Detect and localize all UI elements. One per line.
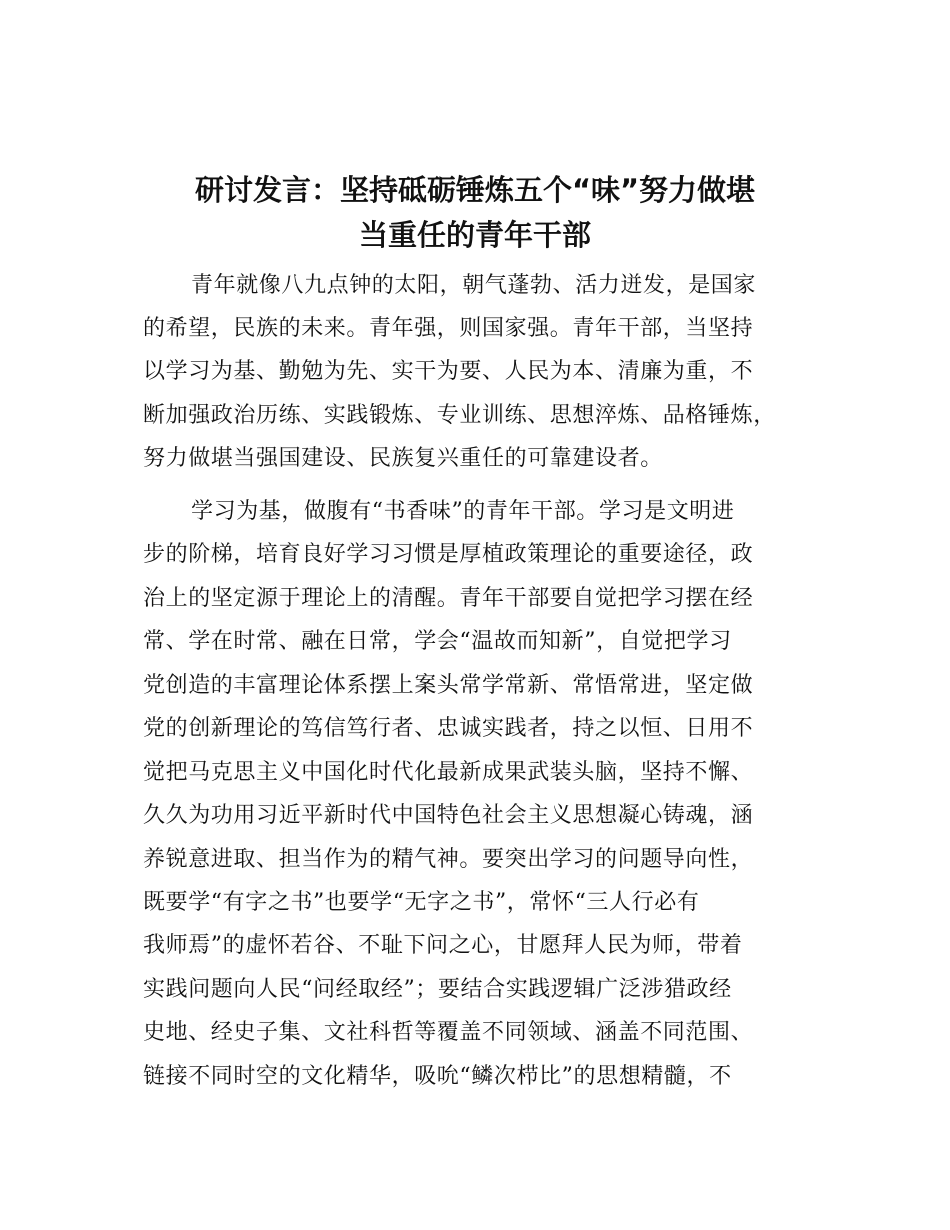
paragraph-line: 步的阶梯，培育良好学习习惯是厚植政策理论的重要途径，政 xyxy=(143,542,754,567)
paragraph-line: 以学习为基、勤勉为先、实干为要、人民为本、清廉为重，不 xyxy=(143,359,754,384)
paragraph-line: 链接不同时空的文化精华，吸吮“鳞次栉比”的思想精髓，不 xyxy=(143,1064,732,1089)
paragraph-line: 实践问题向人民“问经取经”；要结合实践逻辑广泛涉猎政经 xyxy=(143,977,732,1002)
title-line-2: 当重任的青年干部 xyxy=(358,218,591,252)
title-line-1: 研讨发言：坚持砥砺锤炼五个“味”努力做堪 xyxy=(194,173,756,207)
paragraph-line: 治上的坚定源于理论上的清醒。青年干部要自觉把学习摆在经 xyxy=(143,586,754,611)
paragraph-line: 的希望，民族的未来。青年强，则国家强。青年干部，当坚持 xyxy=(143,316,754,341)
paragraph-line: 青年就像八九点钟的太阳，朝气蓬勃、活力迸发，是国家 xyxy=(191,273,757,298)
paragraph-line: 常、学在时常、融在日常，学会“温故而知新”，自觉把学习 xyxy=(143,629,732,654)
paragraph-line: 久久为功用习近平新时代中国特色社会主义思想凝心铸魂，涵 xyxy=(143,803,754,828)
paragraph-line: 史地、经史子集、文社科哲等覆盖不同领域、涵盖不同范围、 xyxy=(143,1020,754,1045)
paragraph-line: 学习为基，做腹有“书香味”的青年干部。学习是文明进 xyxy=(191,499,735,524)
paragraph-line: 党创造的丰富理论体系摆上案头常学常新、常悟常进，坚定做 xyxy=(143,673,754,698)
paragraph-line: 断加强政治历练、实践锻炼、专业训练、思想淬炼、品格锤炼， xyxy=(143,403,776,428)
document-title xyxy=(120,168,830,258)
paragraph-line: 努力做堪当强国建设、民族复兴重任的可靠建设者。 xyxy=(143,446,663,471)
paragraph-line: 党的创新理论的笃信笃行者、忠诚实践者，持之以恒、日用不 xyxy=(143,716,754,741)
paragraph-line: 既要学“有字之书”也要学“无字之书”，常怀“三人行必有 xyxy=(143,890,700,915)
paragraph-line: 我师焉”的虚怀若谷、不耻下问之心，甘愿拜人民为师，带着 xyxy=(143,933,743,958)
paragraph-line: 养锐意进取、担当作为的精气神。要突出学习的问题导向性， xyxy=(143,847,754,872)
paragraph-line: 觉把马克思主义中国化时代化最新成果武装头脑，坚持不懈、 xyxy=(143,760,754,785)
